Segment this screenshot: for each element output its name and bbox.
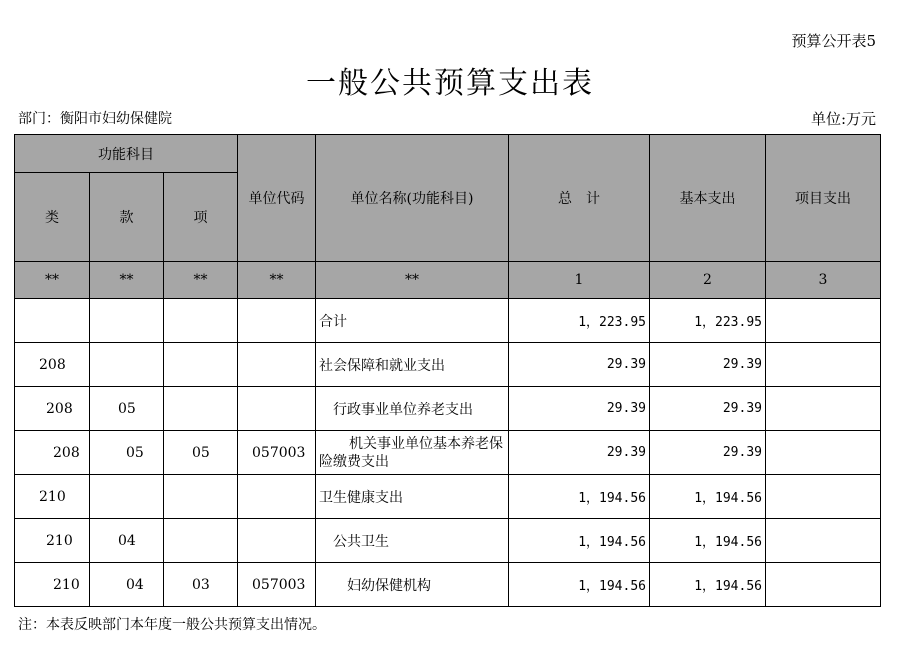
- cell-project: [766, 519, 881, 563]
- table-row: [15, 519, 881, 563]
- cell-project: [766, 343, 881, 387]
- cell-basic: 1，223.95: [650, 299, 766, 343]
- cell-xiang: [164, 299, 238, 343]
- header-functional-subject: 功能科目: [15, 135, 238, 173]
- cell-total: 1，194.56: [509, 475, 650, 519]
- cell-total: 1，223.95: [509, 299, 650, 343]
- cell-basic: 1，194.56: [650, 563, 766, 607]
- cell-lei: 210: [15, 563, 90, 607]
- cell-xiang: [164, 387, 238, 431]
- cell-unit-code: 057003: [238, 563, 316, 607]
- cell-lei: [15, 299, 90, 343]
- cell-xiang: [164, 343, 238, 387]
- cell-project: [766, 387, 881, 431]
- cell-unit-code: [238, 475, 316, 519]
- cell-lei: 210: [15, 519, 90, 563]
- table-row: [15, 343, 881, 387]
- cell-total: 1，194.56: [509, 519, 650, 563]
- index-xiang: **: [164, 262, 238, 299]
- header-lei: 类: [15, 173, 90, 262]
- cell-kuan: 05: [90, 431, 164, 475]
- cell-xiang: [164, 475, 238, 519]
- cell-unit-code: [238, 387, 316, 431]
- cell-unit-name: 卫生健康支出: [316, 475, 509, 519]
- cell-unit-code: [238, 343, 316, 387]
- cell-basic: 29.39: [650, 431, 766, 475]
- cell-unit-name: 机关事业单位基本养老保险缴费支出: [316, 431, 509, 475]
- cell-total: 29.39: [509, 343, 650, 387]
- index-basic: 2: [650, 262, 766, 299]
- table-row: [15, 563, 881, 607]
- cell-basic: 29.39: [650, 343, 766, 387]
- cell-unit-code: 057003: [238, 431, 316, 475]
- index-kuan: **: [90, 262, 164, 299]
- cell-project: [766, 563, 881, 607]
- cell-total: 29.39: [509, 387, 650, 431]
- cell-unit-code: [238, 299, 316, 343]
- cell-unit-name: 公共卫生: [316, 519, 509, 563]
- cell-lei: 208: [15, 387, 90, 431]
- form-number: 预算公开表5: [791, 32, 876, 50]
- header-total: 总 计: [509, 135, 650, 262]
- cell-xiang: [164, 519, 238, 563]
- table-row: [15, 431, 881, 475]
- cell-total: 29.39: [509, 431, 650, 475]
- cell-unit-name: 妇幼保健机构: [316, 563, 509, 607]
- cell-lei: 208: [15, 343, 90, 387]
- table-row: [15, 475, 881, 519]
- cell-basic: 1，194.56: [650, 475, 766, 519]
- cell-project: [766, 475, 881, 519]
- table-row: [15, 299, 881, 343]
- cell-unit-code: [238, 519, 316, 563]
- header-basic-expenditure: 基本支出: [650, 135, 766, 262]
- cell-unit-name: 合计: [316, 299, 509, 343]
- cell-kuan: [90, 343, 164, 387]
- index-project: 3: [766, 262, 881, 299]
- cell-total: 1，194.56: [509, 563, 650, 607]
- cell-lei: 210: [15, 475, 90, 519]
- cell-kuan: 04: [90, 519, 164, 563]
- header-xiang: 项: [164, 173, 238, 262]
- cell-lei: 208: [15, 431, 90, 475]
- header-index-row: [15, 262, 881, 299]
- budget-table: [14, 134, 881, 607]
- cell-project: [766, 299, 881, 343]
- cell-kuan: 05: [90, 387, 164, 431]
- footnote: 注：本表反映部门本年度一般公共预算支出情况。: [18, 617, 326, 633]
- header-unit-name: 单位名称(功能科目): [316, 135, 509, 262]
- index-lei: **: [15, 262, 90, 299]
- department-label: 部门：衡阳市妇幼保健院: [18, 111, 172, 127]
- cell-xiang: 03: [164, 563, 238, 607]
- table-row: [15, 387, 881, 431]
- cell-basic: 29.39: [650, 387, 766, 431]
- page-title: 一般公共预算支出表: [306, 66, 594, 101]
- index-total: 1: [509, 262, 650, 299]
- cell-xiang: 05: [164, 431, 238, 475]
- index-unit-code: **: [238, 262, 316, 299]
- cell-basic: 1，194.56: [650, 519, 766, 563]
- header-unit-code: 单位代码: [238, 135, 316, 262]
- unit-label: 单位:万元: [810, 110, 876, 128]
- cell-unit-name: 行政事业单位养老支出: [316, 387, 509, 431]
- cell-project: [766, 431, 881, 475]
- cell-unit-name: 社会保障和就业支出: [316, 343, 509, 387]
- index-unit-name: **: [316, 262, 509, 299]
- header-row: [15, 135, 881, 173]
- cell-kuan: [90, 475, 164, 519]
- cell-kuan: [90, 299, 164, 343]
- header-project-expenditure: 项目支出: [766, 135, 881, 262]
- header-kuan: 款: [90, 173, 164, 262]
- cell-kuan: 04: [90, 563, 164, 607]
